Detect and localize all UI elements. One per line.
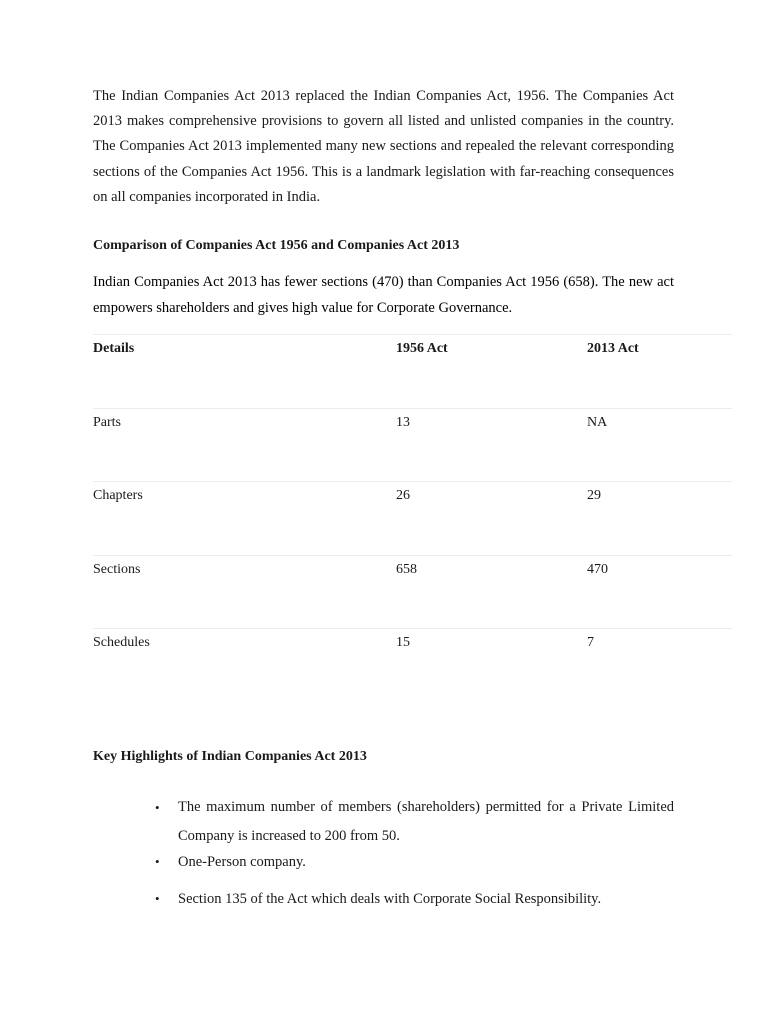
row-value-1956: 658 [396, 561, 417, 577]
row-value-2013: 7 [587, 635, 594, 651]
bullet-icon: • [155, 854, 160, 869]
header-1956-act: 1956 Act [396, 341, 448, 356]
list-item-text: The maximum number of members (shareholders) permitted for a Private Limited Company is increased to 200 from 50. [178, 799, 674, 844]
row-value-2013: NA [587, 414, 608, 430]
row-value-1956: 13 [396, 414, 410, 430]
table-header-row [93, 334, 732, 408]
comparison-paragraph: Indian Companies Act 2013 has fewer sections (470) than Companies Act 1956 (658). The new act empowers shareholders and gives high value for Corporate Governance. [93, 274, 674, 316]
comparison-heading: Comparison of Companies Act 1956 and Companies Act 2013 [93, 238, 460, 253]
header-details: Details [93, 341, 135, 356]
list-item [155, 793, 674, 851]
row-value-1956: 26 [396, 488, 410, 504]
row-label: Chapters [93, 488, 143, 504]
row-label: Parts [93, 414, 121, 430]
comparison-table [93, 334, 732, 702]
key-highlights-heading: Key Highlights of Indian Companies Act 2013 [93, 749, 367, 764]
bullet-icon: • [155, 800, 160, 815]
row-label: Schedules [93, 635, 150, 651]
highlights-list [155, 793, 674, 910]
table-row [93, 555, 732, 629]
table-row [93, 408, 732, 482]
table-row [93, 628, 732, 702]
intro-paragraph: The Indian Companies Act 2013 replaced the Indian Companies Act, 1956. The Companies Act 2013 makes comprehensive provisions to govern all listed and unlisted companies in the country. The Companies Act 2013 implemented many new sections and repealed the relevant corresponding sections of the Companies Act 1956. This is a landmark legislation with far-reaching consequences on all companies incorporated in India. [93, 88, 674, 205]
row-value-2013: 29 [587, 488, 601, 504]
list-item-text: Section 135 of the Act which deals with Corporate Social Responsibility. [178, 891, 602, 907]
row-value-2013: 470 [587, 561, 608, 577]
list-item-text: One-Person company. [178, 854, 306, 870]
row-label: Sections [93, 561, 141, 577]
list-item [155, 851, 674, 873]
table-row [93, 481, 732, 555]
row-value-1956: 15 [396, 635, 410, 651]
bullet-icon: • [155, 891, 160, 906]
list-item [155, 888, 674, 910]
header-2013-act: 2013 Act [587, 341, 639, 356]
